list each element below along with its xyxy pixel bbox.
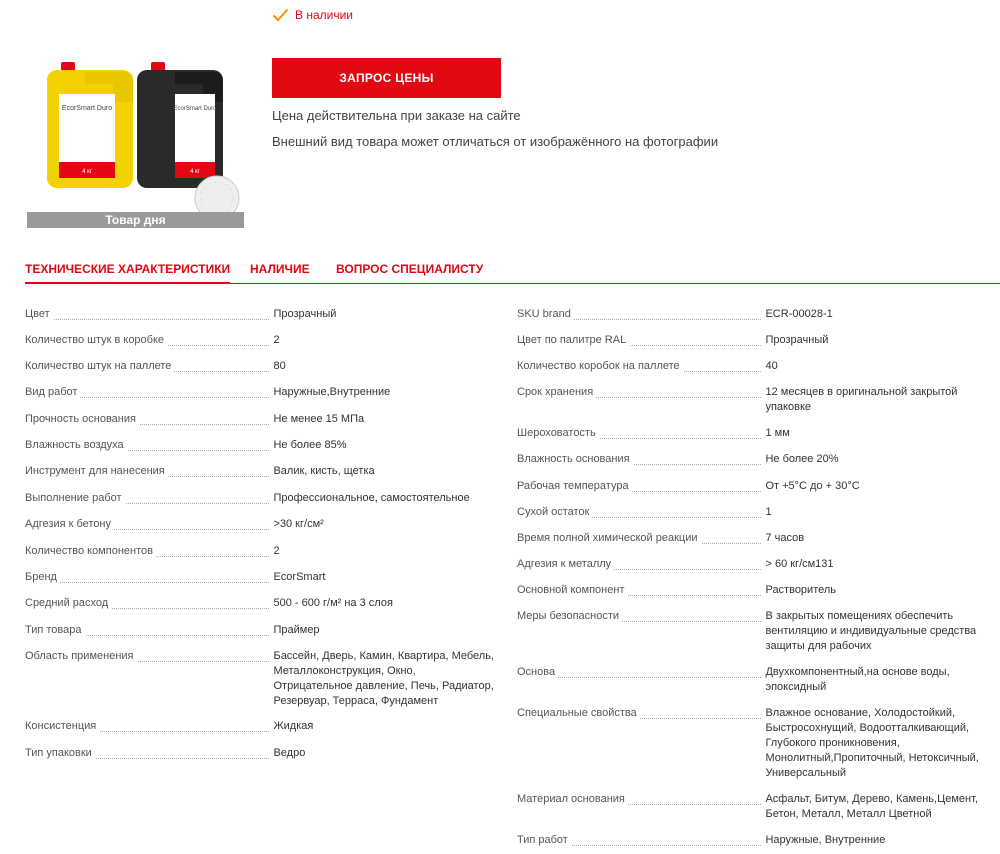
specs-right-column <box>517 307 987 853</box>
price-validity-note: Цена действительна при заказе на сайте <box>272 108 521 123</box>
spec-value: Не более 85% <box>273 439 347 451</box>
spec-value: > 60 кг/см131 <box>765 558 834 570</box>
can-weight-yellow: 4 кг <box>82 169 92 175</box>
spec-value: 2 <box>273 334 280 346</box>
spec-row <box>517 665 987 706</box>
spec-value: Растворитель <box>765 584 837 596</box>
spec-name: Адгезия к металлу <box>517 558 614 570</box>
spec-name: Основа <box>517 666 558 678</box>
spec-row <box>517 479 987 505</box>
spec-row <box>25 412 495 438</box>
spec-value: Асфальт, Битум, Дерево, Камень,Цемент, Бетон, Металл, Металл Цветной <box>765 793 978 820</box>
spec-row <box>517 333 987 359</box>
tab-specifications[interactable]: ТЕХНИЧЕСКИЕ ХАРАКТЕРИСТИКИ <box>25 262 230 284</box>
spec-name: Шероховатость <box>517 427 599 439</box>
spec-value: В закрытых помещениях обеспечить вентиляцию и индивидуальные средства защиты для рабочих <box>765 610 977 652</box>
spec-row <box>25 385 495 412</box>
spec-row <box>517 609 987 665</box>
spec-name: Срок хранения <box>517 386 596 398</box>
check-icon <box>272 7 289 24</box>
spec-row <box>517 583 987 609</box>
spec-name: Сухой остаток <box>517 506 592 518</box>
spec-row <box>517 792 987 833</box>
specs-left-column <box>25 307 495 772</box>
spec-name: Цвет <box>25 308 53 320</box>
spec-value: 500 - 600 г/м² на 3 слоя <box>273 597 393 609</box>
spec-row <box>25 719 495 746</box>
availability-label: В наличии <box>295 8 354 22</box>
spec-row <box>25 570 495 596</box>
spec-name: Тип товара <box>25 624 85 636</box>
spec-name: Влажность воздуха <box>25 439 127 451</box>
spec-name: Количество компонентов <box>25 545 156 557</box>
spec-row <box>25 623 495 649</box>
spec-value: Наружные,Внутренние <box>273 386 391 398</box>
spec-value: 2 <box>273 545 280 557</box>
spec-value: Не менее 15 МПа <box>273 413 365 425</box>
spec-row <box>25 746 495 772</box>
spec-value: От +5°С до + 30°С <box>765 480 860 492</box>
spec-value: Праймер <box>273 624 320 636</box>
spec-name: Специальные свойства <box>517 707 640 719</box>
spec-row <box>25 544 495 570</box>
availability-status <box>272 6 353 24</box>
spec-value: Валик, кисть, щетка <box>273 465 375 477</box>
spec-row <box>25 307 495 333</box>
spec-row <box>517 385 987 426</box>
spec-name: Меры безопасности <box>517 610 622 622</box>
spec-name: Количество штук на паллете <box>25 360 174 372</box>
spec-value: Влажное основание, Холодостойкий, Быстросохнущий, Водоотталкивающий, Глубокого проникновения, Монолитный,Пропиточный, Нетоксичный, Универсальный <box>765 707 979 779</box>
spec-value: 1 мм <box>765 427 790 439</box>
spec-name: Адгезия к бетону <box>25 518 114 530</box>
spec-value: >30 кг/см² <box>273 518 324 530</box>
product-tabs <box>25 262 1000 284</box>
deal-of-day-badge: Товар дня <box>27 212 244 228</box>
spec-value: 12 месяцев в оригинальной закрытой упаковке <box>765 386 958 413</box>
spec-row <box>25 491 495 517</box>
product-canisters-image <box>27 50 244 228</box>
spec-name: Бренд <box>25 571 60 583</box>
spec-row <box>517 359 987 385</box>
spec-value: 40 <box>765 360 778 372</box>
spec-row <box>517 531 987 557</box>
spec-value: 80 <box>273 360 286 372</box>
spec-name: Средний расход <box>25 597 111 609</box>
spec-value: Прозрачный <box>273 308 337 320</box>
spec-row <box>25 596 495 623</box>
spec-name: Основной компонент <box>517 584 627 596</box>
spec-name: Область применения <box>25 650 137 662</box>
spec-value: Наружные, Внутренние <box>765 834 886 846</box>
spec-value: Жидкая <box>273 720 314 732</box>
spec-name: Количество коробок на паллете <box>517 360 683 372</box>
spec-value: 7 часов <box>765 532 805 544</box>
spec-name: Материал основания <box>517 793 628 805</box>
spec-row <box>517 706 987 792</box>
spec-name: Количество штук в коробке <box>25 334 167 346</box>
spec-name: Цвет по палитре RAL <box>517 334 629 346</box>
spec-value: Двухкомпонентный,на основе воды, эпоксидный <box>765 666 950 693</box>
product-image[interactable] <box>27 50 244 228</box>
spec-name: Тип работ <box>517 834 571 846</box>
spec-value: Прозрачный <box>765 334 829 346</box>
can-label-black: EcorSmart Duro <box>173 106 217 112</box>
price-request-button[interactable]: ЗАПРОС ЦЕНЫ <box>272 58 501 98</box>
can-weight-black: 4 кг <box>190 169 200 175</box>
spec-row <box>517 833 987 853</box>
spec-row <box>517 505 987 531</box>
spec-name: Инструмент для нанесения <box>25 465 168 477</box>
spec-value: EcorSmart <box>273 571 326 583</box>
spec-name: Тип упаковки <box>25 747 95 759</box>
spec-row <box>25 464 495 491</box>
spec-row <box>25 333 495 359</box>
spec-row <box>25 359 495 385</box>
spec-row <box>25 438 495 464</box>
spec-value: ECR-00028-1 <box>765 308 833 320</box>
spec-row <box>517 307 987 333</box>
spec-row <box>517 452 987 479</box>
spec-row <box>25 517 495 544</box>
can-label-yellow: EcorSmart Duro <box>61 105 113 112</box>
spec-value: Профессиональное, самостоятельное <box>273 492 470 504</box>
appearance-note: Внешний вид товара может отличаться от изображённого на фотографии <box>272 134 719 149</box>
spec-value: 1 <box>765 506 772 518</box>
spec-name: Прочность основания <box>25 413 139 425</box>
spec-name: Влажность основания <box>517 453 633 465</box>
spec-value: Ведро <box>273 747 306 759</box>
spec-name: SKU brand <box>517 308 574 320</box>
tab-availability[interactable]: НАЛИЧИЕ <box>250 262 310 276</box>
spec-name: Консистенция <box>25 720 99 732</box>
spec-row <box>517 426 987 452</box>
spec-name: Время полной химической реакции <box>517 532 701 544</box>
spec-row <box>25 649 495 719</box>
tab-ask-specialist[interactable]: ВОПРОС СПЕЦИАЛИСТУ <box>336 262 484 276</box>
spec-row <box>517 557 987 583</box>
spec-value: Не более 20% <box>765 453 839 465</box>
spec-name: Вид работ <box>25 386 80 398</box>
spec-value: Бассейн, Дверь, Камин, Квартира, Мебель, Металлоконструкция, Окно, Отрицательное давление, Печь, Радиатор, Резервуар, Терраса, Фундамент <box>273 650 494 707</box>
spec-name: Рабочая температура <box>517 480 632 492</box>
spec-name: Выполнение работ <box>25 492 125 504</box>
